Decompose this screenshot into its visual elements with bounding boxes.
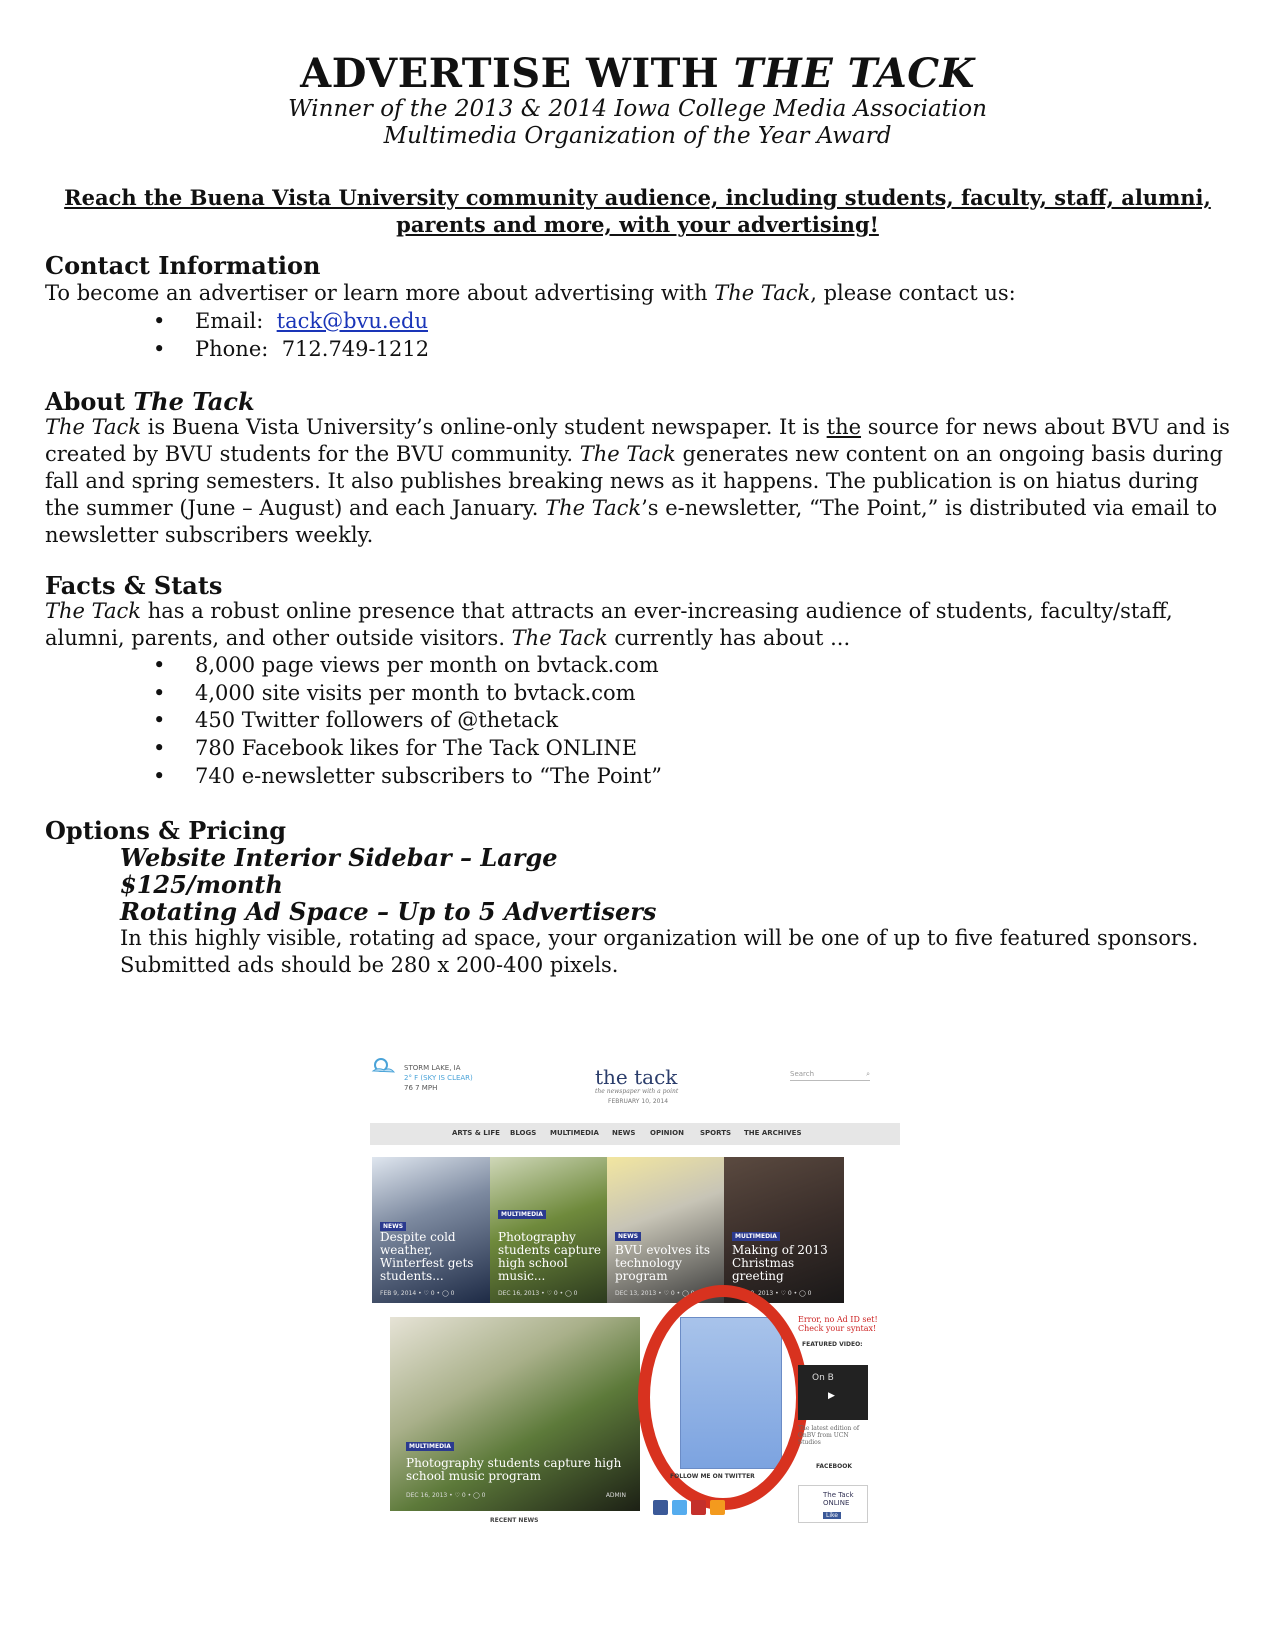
story-title: BVU evolves its technology program	[615, 1243, 711, 1283]
story-title: Despite cold weather, Winterfest gets students...	[380, 1230, 474, 1283]
story-tag: NEWS	[615, 1232, 641, 1241]
site-logo[interactable]: the tack	[595, 1065, 678, 1089]
story-meta: DEC 16, 2013 • ♡ 0 • ◯ 0	[498, 1290, 578, 1297]
story-tile[interactable]	[490, 1157, 610, 1303]
weather-icon	[370, 1055, 396, 1077]
story-title: Photography students capture high school music...	[498, 1230, 601, 1283]
award-subtitle-line2: Multimedia Organization of the Year Award	[383, 123, 892, 149]
facebook-widget[interactable]: The Tack ONLINE Like	[798, 1485, 868, 1523]
like-button[interactable]: Like	[823, 1512, 841, 1519]
story-meta: DEC 16, 2013 • ♡ 0 • ◯ 0	[406, 1492, 486, 1499]
story-tag: MULTIMEDIA	[498, 1210, 546, 1219]
facebook-label: FACEBOOK	[816, 1463, 852, 1470]
nav-item[interactable]: BLOGS	[510, 1129, 537, 1137]
ad-error-message: Error, no Ad ID set! Check your syntax!	[798, 1315, 878, 1333]
story-title: Photography students capture high school music program	[406, 1456, 622, 1483]
featured-video-label: FEATURED VIDEO:	[802, 1341, 863, 1348]
story-tag: NEWS	[380, 1222, 406, 1231]
recent-news-label: RECENT NEWS	[490, 1517, 539, 1524]
document-page: ADVERTISE WITH THE TACK Winner of the 2013 & 2014 Iowa College Media Association Multimedia Organization of the Year Award Reach the Buena Vista University community audience, including students, faculty, staff, alumni, parents and more, with your advertising! Contact Information To become an advertiser or learn more about advertising with The Tack, please contact us: • Email: tack@bvu.edu • Phone: 712.749-1212 About The Tack The Tack is Buena Vista University’s online-only student newspaper. It is the source for news about BVU and is created by BVU students for the BVU community. The Tack generates new content on an ongoing basis during fall and spring semesters. It also publishes breaking news as it happens. The publication is on hiatus during the summer (June – August) and each January. The Tack’s e-newsletter, “The Point,” is distributed via email to newsletter subscribers weekly. Facts & Stats The Tack has a robust online presence that attracts an ever-increasing audience of students, faculty/staff, alumni, parents, and other outside visitors. The Tack currently has about ... • 8,000 page views per month on bvtack.com • 4,000 site visits per month to bvtack.com • 450 Twitter followers of @thetack • 780 Facebook likes for The Tack ONLINE • 740 e-newsletter subscribers to “The Point” Options & Pricing Website Interior Sidebar – Large $125/month Rotating Ad Space – Up to 5 Advertisers In this highly visible, rotating ad space, your organization will be one of up to five featured sponsors. Submitted ads should be 280 x 200-400 pixels. STORM LAKE, IA 2° F (SKY IS CLEAR) 76 7 MPH the tack the newspaper with a point FEBRUARY 10, 2014 Search ⌕ ARTS & LIFE BLOGS MULTIMEDIA NEWS OPINION SPORTS THE ARCHIVES NEWS Despite cold weather, Winterfest gets students... FEB 9, 2014 • ♡ 0 • ◯ 0 MULTIMEDIA Photography students capture high school music... DEC 16, 2013 • ♡ 0 • ◯ 0 NEWS BVU evolves its technology program DEC 13, 2013 • ♡ 0 • ◯ 0 MULTIMEDIA Making of 2013 Christmas greeting DEC 10, 2013 • ♡ 0 • ◯ 0 MULTIMEDIA Photography students capture high school music program DEC 16, 2013 • ♡ 0 • ◯ 0 ADMIN Error, no Ad ID set! Check your syntax! FEATURED VIDEO: On B ▶ The latest edition of OnBV from UCN Studios FOLLOW ME ON TWITTER FACEBOOK The Tack ONLINE Like RECENT NEWS	[0, 0, 1275, 1650]
reach-statement: Reach the Buena Vista University community audience, including students, faculty, staff, alumni, parents and more, with your advertising!	[64, 185, 1211, 237]
contact-heading: Contact Information	[45, 251, 321, 280]
nav-item[interactable]: THE ARCHIVES	[744, 1129, 802, 1137]
options-heading: Options & Pricing	[45, 816, 287, 845]
story-title: Making of 2013 Christmas greeting	[732, 1243, 828, 1283]
video-player[interactable]: On B ▶	[798, 1365, 868, 1420]
twitter-icon[interactable]	[672, 1500, 687, 1515]
site-tagline: the newspaper with a point	[595, 1088, 679, 1095]
youtube-icon[interactable]	[691, 1500, 706, 1515]
award-subtitle-line1: Winner of the 2013 & 2014 Iowa College Media Association	[288, 96, 987, 122]
story-tile[interactable]	[724, 1157, 844, 1303]
option-detail: Rotating Ad Space – Up to 5 Advertisers	[120, 897, 657, 926]
option-price: $125/month	[120, 870, 283, 899]
nav-item[interactable]: SPORTS	[700, 1129, 732, 1137]
weather-readout: STORM LAKE, IA 2° F (SKY IS CLEAR) 76 7 MPH	[404, 1064, 473, 1092]
nav-item[interactable]: MULTIMEDIA	[550, 1129, 599, 1137]
page-title: ADVERTISE WITH THE TACK	[300, 50, 975, 97]
story-author: ADMIN	[605, 1492, 626, 1499]
story-tile[interactable]	[607, 1157, 727, 1303]
contact-intro: To become an advertiser or learn more about advertising with The Tack, please contact us:	[45, 281, 1016, 305]
facts-paragraph: The Tack has a robust online presence that attracts an ever-increasing audience of students, faculty/staff, alumni, parents, and other outside visitors. The Tack currently has about ...	[45, 599, 1173, 650]
email-link[interactable]: tack@bvu.edu	[276, 309, 428, 333]
story-meta: FEB 9, 2014 • ♡ 0 • ◯ 0	[380, 1290, 455, 1297]
follow-label: FOLLOW ME ON TWITTER	[670, 1473, 755, 1480]
story-tile[interactable]	[372, 1157, 492, 1303]
site-date: FEBRUARY 10, 2014	[608, 1098, 669, 1105]
about-paragraph: The Tack is Buena Vista University’s online-only student newspaper. It is the source for news about BVU and is created by BVU students for the BVU community. The Tack generates new content on an ongoing basis during fall and spring semesters. It also publishes breaking news as it happens. The publication is on hiatus during the summer (June – August) and each January. The Tack’s e-newsletter, “The Point,” is distributed via email to newsletter subscribers weekly.	[45, 415, 1230, 547]
featured-story[interactable]	[390, 1317, 640, 1511]
site-nav	[370, 1123, 900, 1145]
nav-item[interactable]: NEWS	[612, 1129, 636, 1137]
story-meta: DEC 13, 2013 • ♡ 0 • ◯ 0	[615, 1290, 695, 1297]
rss-icon[interactable]	[710, 1500, 725, 1515]
nav-item[interactable]: ARTS & LIFE	[452, 1129, 500, 1137]
nav-item[interactable]: OPINION	[650, 1129, 684, 1137]
video-caption: The latest edition of OnBV from UCN Studios	[798, 1425, 860, 1446]
story-tag: MULTIMEDIA	[732, 1232, 780, 1241]
facebook-icon[interactable]	[653, 1500, 668, 1515]
search-input[interactable]: Search ⌕	[790, 1070, 870, 1081]
story-meta: DEC 10, 2013 • ♡ 0 • ◯ 0	[732, 1290, 812, 1297]
search-icon: ⌕	[866, 1070, 870, 1078]
play-icon[interactable]: ▶	[828, 1391, 835, 1401]
about-heading: About The Tack	[45, 387, 255, 416]
option-description: In this highly visible, rotating ad space, your organization will be one of up to five featured sponsors. Submitted ads should be 280 x 200-400 pixels.	[120, 926, 1199, 977]
story-tag: MULTIMEDIA	[406, 1442, 454, 1451]
option-name: Website Interior Sidebar – Large	[120, 843, 558, 872]
facts-heading: Facts & Stats	[45, 571, 223, 600]
website-screenshot	[370, 1045, 900, 1545]
